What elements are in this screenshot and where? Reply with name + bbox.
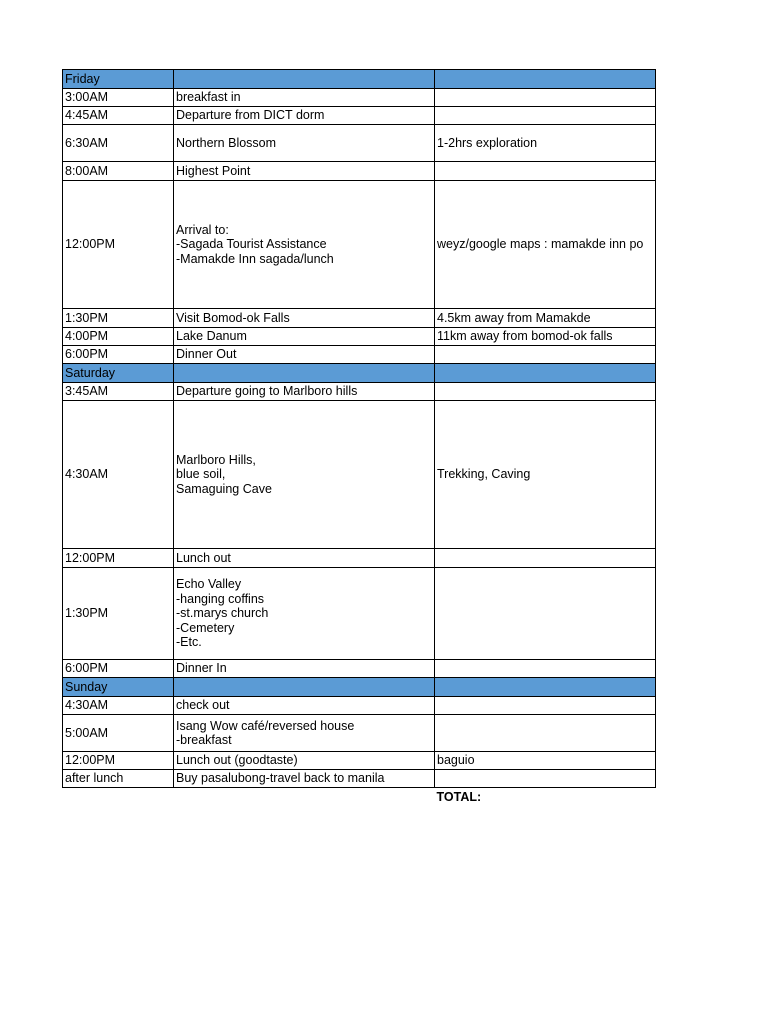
itinerary-row — [63, 752, 656, 770]
activity-cell: Departure going to Marlboro hills — [174, 383, 435, 401]
notes-cell: 4.5km away from Mamakde — [435, 309, 656, 328]
day-header-row — [63, 678, 656, 697]
activity-cell: Buy pasalubong-travel back to manila — [174, 770, 435, 788]
notes-cell — [435, 89, 656, 107]
itinerary-body — [63, 70, 656, 806]
notes-cell — [435, 770, 656, 788]
activity-cell: check out — [174, 697, 435, 715]
time-cell: 6:00PM — [63, 660, 174, 678]
itinerary-row — [63, 549, 656, 568]
time-cell: 4:30AM — [63, 697, 174, 715]
itinerary-row — [63, 401, 656, 549]
day-label: Sunday — [63, 678, 174, 697]
itinerary-row — [63, 89, 656, 107]
activity-cell: Visit Bomod-ok Falls — [174, 309, 435, 328]
activity-cell: breakfast in — [174, 89, 435, 107]
notes-cell — [435, 162, 656, 181]
activity-cell: Northern Blossom — [174, 125, 435, 162]
itinerary-row — [63, 181, 656, 309]
time-cell: 4:00PM — [63, 328, 174, 346]
time-cell: 4:45AM — [63, 107, 174, 125]
notes-cell: Trekking, Caving — [435, 401, 656, 549]
itinerary-row — [63, 383, 656, 401]
notes-cell — [435, 346, 656, 364]
notes-cell — [435, 568, 656, 660]
itinerary-table — [62, 69, 656, 806]
activity-cell: Dinner Out — [174, 346, 435, 364]
activity-cell: Highest Point — [174, 162, 435, 181]
itinerary-row — [63, 328, 656, 346]
empty-cell — [63, 788, 174, 806]
itinerary-row — [63, 770, 656, 788]
notes-cell: baguio — [435, 752, 656, 770]
notes-cell — [435, 383, 656, 401]
total-row — [63, 788, 656, 806]
time-cell: 5:00AM — [63, 715, 174, 752]
itinerary-row — [63, 346, 656, 364]
itinerary-row — [63, 162, 656, 181]
time-cell: 12:00PM — [63, 181, 174, 309]
day-label: Saturday — [63, 364, 174, 383]
notes-cell — [435, 70, 656, 89]
notes-cell: 11km away from bomod-ok falls — [435, 328, 656, 346]
notes-cell — [435, 678, 656, 697]
activity-cell: Dinner In — [174, 660, 435, 678]
notes-cell — [435, 715, 656, 752]
activity-cell — [174, 70, 435, 89]
activity-cell: Lunch out (goodtaste) — [174, 752, 435, 770]
time-cell: 12:00PM — [63, 752, 174, 770]
day-header-row — [63, 70, 656, 89]
notes-cell — [435, 364, 656, 383]
time-cell: after lunch — [63, 770, 174, 788]
activity-cell — [174, 678, 435, 697]
day-label: Friday — [63, 70, 174, 89]
day-header-row — [63, 364, 656, 383]
itinerary-row — [63, 125, 656, 162]
time-cell: 1:30PM — [63, 309, 174, 328]
time-cell: 6:30AM — [63, 125, 174, 162]
time-cell: 3:00AM — [63, 89, 174, 107]
notes-cell: 1-2hrs exploration — [435, 125, 656, 162]
itinerary-row — [63, 107, 656, 125]
itinerary-row — [63, 697, 656, 715]
activity-cell — [174, 364, 435, 383]
activity-cell: Lake Danum — [174, 328, 435, 346]
itinerary-row — [63, 568, 656, 660]
activity-cell: Arrival to: -Sagada Tourist Assistance -Mamakde Inn sagada/lunch — [174, 181, 435, 309]
activity-cell: Departure from DICT dorm — [174, 107, 435, 125]
time-cell: 12:00PM — [63, 549, 174, 568]
activity-cell: Lunch out — [174, 549, 435, 568]
activity-cell: Marlboro Hills, blue soil, Samaguing Cave — [174, 401, 435, 549]
activity-cell: Isang Wow café/reversed house -breakfast — [174, 715, 435, 752]
time-cell: 6:00PM — [63, 346, 174, 364]
time-cell: 8:00AM — [63, 162, 174, 181]
time-cell: 3:45AM — [63, 383, 174, 401]
itinerary-row — [63, 660, 656, 678]
notes-cell: weyz/google maps : mamakde inn po — [435, 181, 656, 309]
notes-cell — [435, 697, 656, 715]
itinerary-row — [63, 309, 656, 328]
time-cell: 1:30PM — [63, 568, 174, 660]
itinerary-row — [63, 715, 656, 752]
activity-cell: Echo Valley -hanging coffins -st.marys church -Cemetery -Etc. — [174, 568, 435, 660]
total-label: TOTAL: — [436, 789, 482, 804]
notes-cell — [435, 660, 656, 678]
empty-cell — [174, 788, 435, 806]
notes-cell — [435, 107, 656, 125]
notes-cell — [435, 549, 656, 568]
time-cell: 4:30AM — [63, 401, 174, 549]
